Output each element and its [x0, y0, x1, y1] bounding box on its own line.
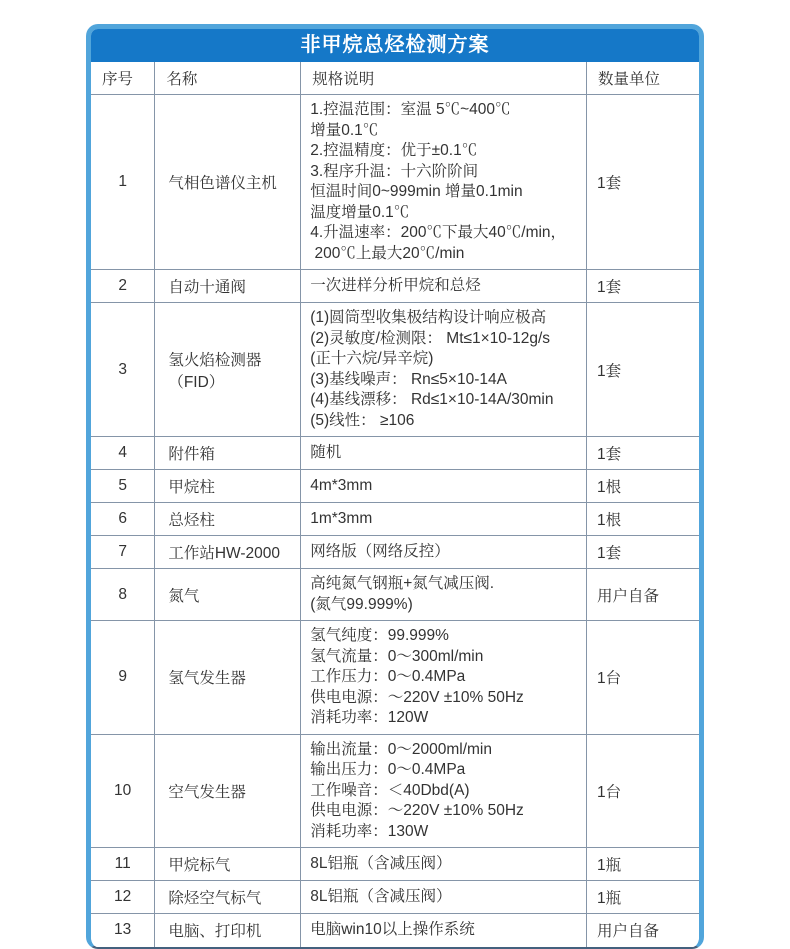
cell-spec [301, 569, 587, 621]
cell-name: 除烃空气标气 [155, 881, 301, 914]
cell-no: 4 [91, 437, 155, 470]
cell-name: 总烃柱 [155, 503, 301, 536]
cell-no: 9 [91, 621, 155, 735]
cell-qty: 1套 [587, 270, 700, 303]
cell-no: 12 [91, 881, 155, 914]
cell-spec [301, 470, 587, 503]
spec-line: 工作压力：0～0.4MPa [310, 668, 466, 685]
spec-line: 8L铝瓶（含减压阀） [310, 854, 452, 872]
cell-spec [301, 881, 587, 914]
cell-no: 11 [91, 848, 155, 881]
cell-qty: 1根 [587, 503, 700, 536]
spec-line: 供电电源：～220V ±10% 50Hz [310, 802, 524, 819]
cell-name: 氢火焰检测器（FID） [155, 303, 301, 437]
spec-line: (5)线性： ≥106 [310, 411, 415, 429]
table-row [91, 734, 699, 848]
spec-line: 输出压力：0～0.4MPa [310, 761, 466, 778]
cell-name: 氮气 [155, 569, 301, 621]
cell-name: 自动十通阀 [155, 270, 301, 303]
spec-line: (氮气99.999%) [310, 595, 413, 613]
cell-qty: 1根 [587, 470, 700, 503]
spec-line: 恒温时间0~999min 增量0.1min [310, 183, 523, 200]
cell-name: 甲烷柱 [155, 470, 301, 503]
cell-no: 1 [91, 95, 155, 270]
cell-name: 空气发生器 [155, 734, 301, 848]
spec-line: 1m*3mm [310, 509, 373, 527]
spec-table [91, 62, 699, 947]
spec-line: 消耗功率：120W [310, 709, 429, 726]
table-row [91, 536, 699, 569]
cell-no: 13 [91, 914, 155, 947]
cell-spec [301, 848, 587, 881]
spec-line: 1.控温范围：室温 5℃~400℃ [310, 101, 511, 118]
table-row [91, 621, 699, 735]
col-header-name: 名称 [155, 62, 301, 95]
table-row [91, 303, 699, 437]
cell-spec [301, 734, 587, 848]
spec-line: 4m*3mm [310, 476, 373, 494]
cell-no: 5 [91, 470, 155, 503]
table-row [91, 569, 699, 621]
spec-line: 随机 [310, 443, 342, 461]
cell-name: 附件箱 [155, 437, 301, 470]
table-row [91, 270, 699, 303]
cell-name: 甲烷标气 [155, 848, 301, 881]
spec-line: 4.升温速率：200℃下最大40℃/min， [310, 224, 567, 241]
cell-spec [301, 914, 587, 947]
table-row [91, 881, 699, 914]
spec-line: 2.控温精度：优于±0.1℃ [310, 142, 478, 159]
cell-spec [301, 621, 587, 735]
spec-line: 温度增量0.1℃ [310, 203, 410, 221]
spec-line: (1)圆筒型收集极结构设计响应极高 [310, 309, 547, 326]
spec-line: 3.程序升温：十六阶阶间 [310, 162, 479, 180]
spec-line: 电脑win10以上操作系统 [310, 921, 475, 938]
cell-qty: 1台 [587, 621, 700, 735]
cell-qty: 1套 [587, 437, 700, 470]
col-header-spec: 规格说明 [301, 62, 587, 95]
table-row [91, 848, 699, 881]
cell-spec [301, 536, 587, 569]
cell-qty: 1瓶 [587, 848, 700, 881]
page-title: 非甲烷总烃检测方案 [91, 29, 699, 62]
cell-qty: 1套 [587, 303, 700, 437]
cell-no: 10 [91, 734, 155, 848]
spec-line: 一次进样分析甲烷和总烃 [310, 276, 481, 294]
cell-name: 气相色谱仪主机 [155, 95, 301, 270]
header-row [91, 62, 699, 95]
cell-name: 氢气发生器 [155, 621, 301, 735]
detection-plan-card [86, 24, 704, 949]
cell-qty: 1台 [587, 734, 700, 848]
spec-line: 输出流量：0～2000ml/min [310, 740, 492, 758]
cell-spec [301, 437, 587, 470]
cell-qty: 用户自备 [587, 914, 700, 947]
cell-no: 2 [91, 270, 155, 303]
spec-line: (3)基线噪声： Rn≤5×10-14A [310, 370, 507, 388]
table-row [91, 914, 699, 947]
spec-line: 工作噪音：＜40Dbd(A) [310, 781, 470, 799]
table-header [91, 62, 699, 95]
cell-no: 3 [91, 303, 155, 437]
cell-no: 6 [91, 503, 155, 536]
spec-line: (2)灵敏度/检测限： Mt≤1×10-12g/s [310, 329, 551, 347]
table-row [91, 470, 699, 503]
table-body [91, 95, 699, 947]
cell-spec [301, 503, 587, 536]
spec-line: 网络版（网络反控） [310, 542, 450, 560]
spec-line: 消耗功率：130W [310, 822, 429, 840]
cell-name: 工作站HW-2000 [155, 536, 301, 569]
cell-no: 7 [91, 536, 155, 569]
table-row [91, 437, 699, 470]
cell-qty: 1套 [587, 95, 700, 270]
cell-qty: 1瓶 [587, 881, 700, 914]
spec-line: (4)基线漂移： Rd≤1×10-14A/30min [310, 391, 554, 408]
col-header-no: 序号 [91, 62, 155, 95]
spec-line: 8L铝瓶（含减压阀） [310, 887, 452, 905]
cell-spec [301, 303, 587, 437]
table-row [91, 95, 699, 270]
cell-no: 8 [91, 569, 155, 621]
cell-spec [301, 95, 587, 270]
spec-line: 供电电源：～220V ±10% 50Hz [310, 688, 524, 706]
spec-line: 200℃上最大20℃/min [310, 244, 465, 262]
spec-line: (正十六烷/异辛烷) [310, 350, 434, 367]
table-row [91, 503, 699, 536]
cell-qty: 1套 [587, 536, 700, 569]
cell-spec [301, 270, 587, 303]
spec-line: 氢气纯度：99.999% [310, 627, 449, 644]
cell-qty: 用户自备 [587, 569, 700, 621]
spec-line: 高纯氮气钢瓶+氮气减压阀. [310, 575, 495, 592]
col-header-qty: 数量单位 [587, 62, 700, 95]
spec-line: 氢气流量：0～300ml/min [310, 647, 484, 665]
spec-line: 增量0.1℃ [310, 121, 379, 139]
cell-name: 电脑、打印机 [155, 914, 301, 947]
